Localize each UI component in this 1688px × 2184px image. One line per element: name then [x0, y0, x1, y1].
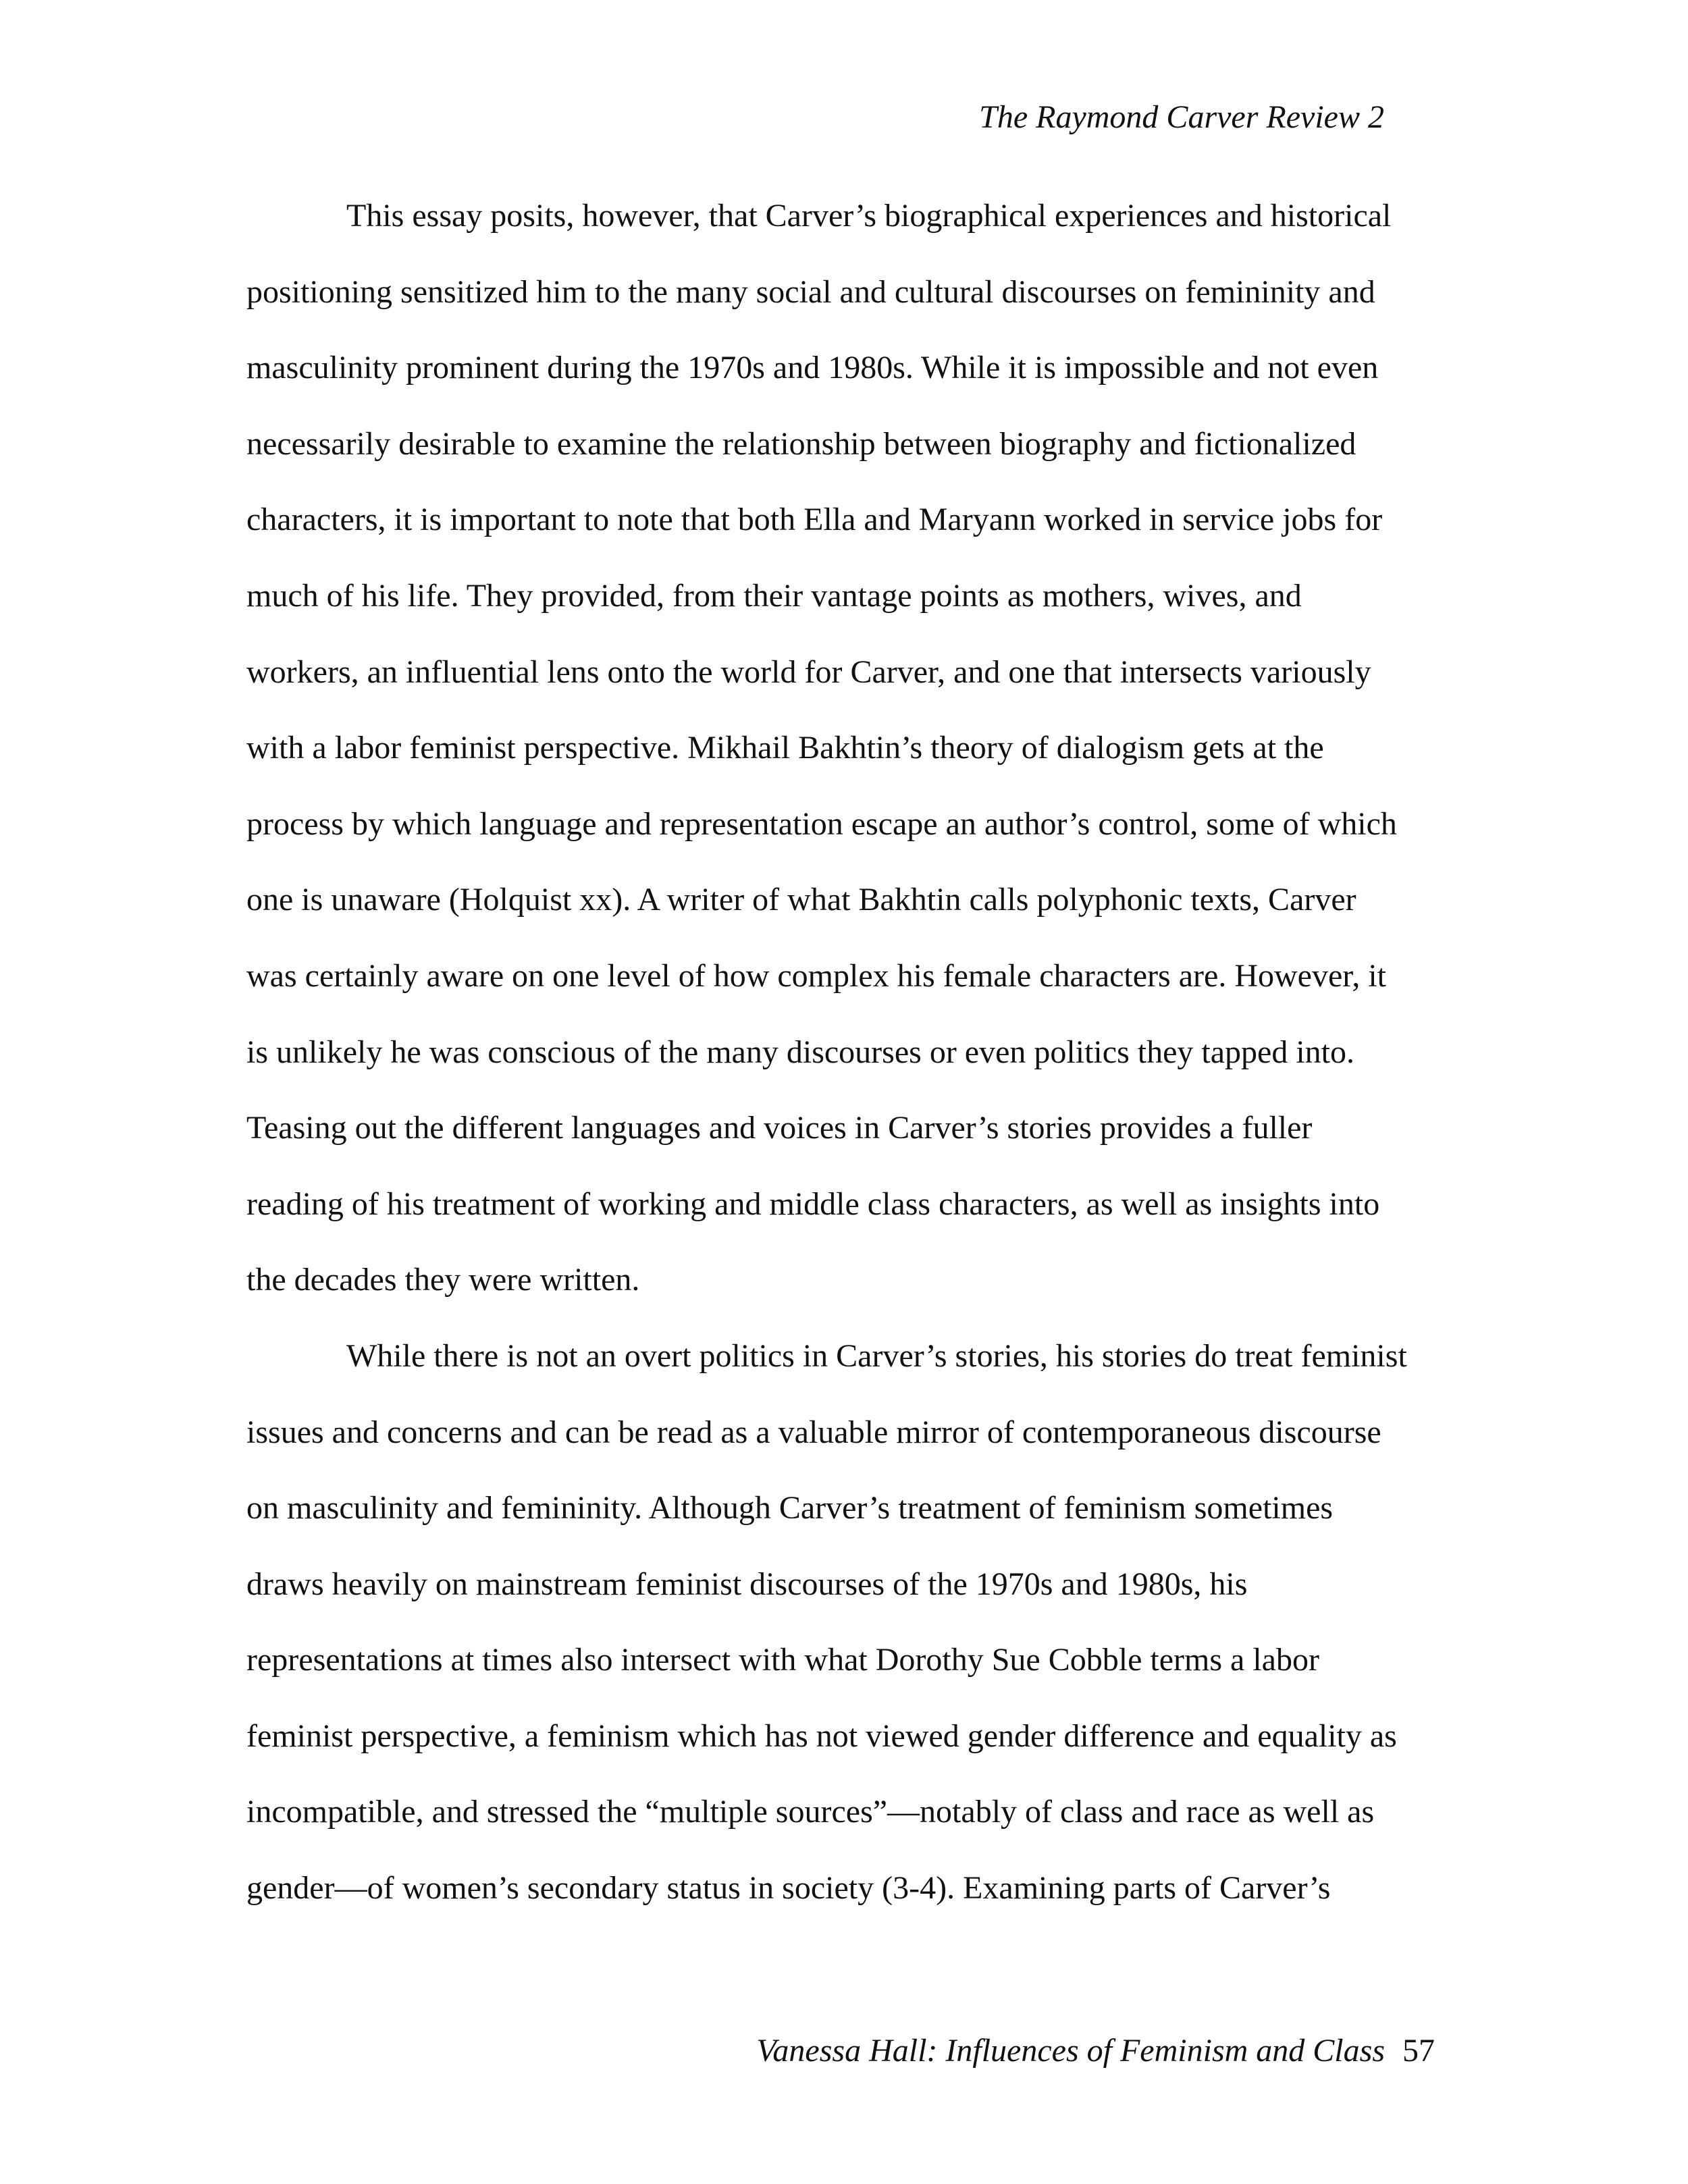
paragraph-2-line: incompatible, and stressed the “multiple sources”—notably of class and race as well as	[246, 1794, 1375, 1830]
paragraph-1-line: process by which language and representation escape an author’s control, some of which	[246, 805, 1397, 842]
body-text	[246, 194, 1442, 1943]
paragraph-1-line: characters, it is important to note that both Ella and Maryann worked in service jobs for	[246, 502, 1383, 538]
paragraph-2-line: gender—of women’s secondary status in society (3-4). Examining parts of Carver’s	[246, 1870, 1331, 1907]
running-footer	[608, 2032, 1435, 2070]
paragraph-1-line: much of his life. They provided, from their vantage points as mothers, wives, and	[246, 577, 1302, 614]
paragraph-1-line: masculinity prominent during the 1970s and 1980s. While it is impossible and not even	[246, 350, 1379, 386]
paragraph-1-line: the decades they were written.	[246, 1262, 640, 1298]
paragraph-2-line: draws heavily on mainstream feminist discourses of the 1970s and 1980s, his	[246, 1566, 1248, 1602]
paragraph-1-line: Teasing out the different languages and voices in Carver’s stories provides a fuller	[246, 1110, 1313, 1146]
paragraph-1-line: with a labor feminist perspective. Mikhail Bakhtin’s theory of dialogism gets at the	[246, 730, 1324, 766]
paragraph-1-line: is unlikely he was conscious of the many discourses or even politics they tapped into.	[246, 1034, 1354, 1070]
paragraph-1-line: was certainly aware on one level of how complex his female characters are. However, it	[246, 957, 1386, 994]
paragraph-2-line: representations at times also intersect with what Dorothy Sue Cobble terms a labor	[246, 1642, 1319, 1678]
paragraph-1-line: one is unaware (Holquist xx). A writer of what Bakhtin calls polyphonic texts, Carver	[246, 882, 1356, 918]
paragraph-1-line: reading of his treatment of working and middle class characters, as well as insights into	[246, 1186, 1380, 1222]
running-header: The Raymond Carver Review 2	[979, 99, 1384, 135]
paragraph-2-line: While there is not an overt politics in Carver’s stories, his stories do treat feminist	[346, 1337, 1407, 1374]
paragraph-1-line: necessarily desirable to examine the relationship between biography and fictionalized	[246, 425, 1356, 462]
paragraph-1-line: workers, an influential lens onto the world for Carver, and one that intersects variously	[246, 654, 1371, 690]
paragraph-1-line: This essay posits, however, that Carver’s biographical experiences and historical	[346, 198, 1392, 234]
page-number: 57	[1402, 2033, 1435, 2069]
paragraph-2-line: feminist perspective, a feminism which has not viewed gender difference and equality as	[246, 1717, 1397, 1754]
paragraph-2-line: issues and concerns and can be read as a valuable mirror of contemporaneous discourse	[246, 1414, 1381, 1450]
footer-running-title: Vanessa Hall: Influences of Feminism and Class	[756, 2033, 1385, 2069]
paragraph-2-line: on masculinity and femininity. Although Carver’s treatment of feminism sometimes	[246, 1490, 1334, 1526]
paragraph-1-line: positioning sensitized him to the many social and cultural discourses on femininity and	[246, 273, 1375, 310]
